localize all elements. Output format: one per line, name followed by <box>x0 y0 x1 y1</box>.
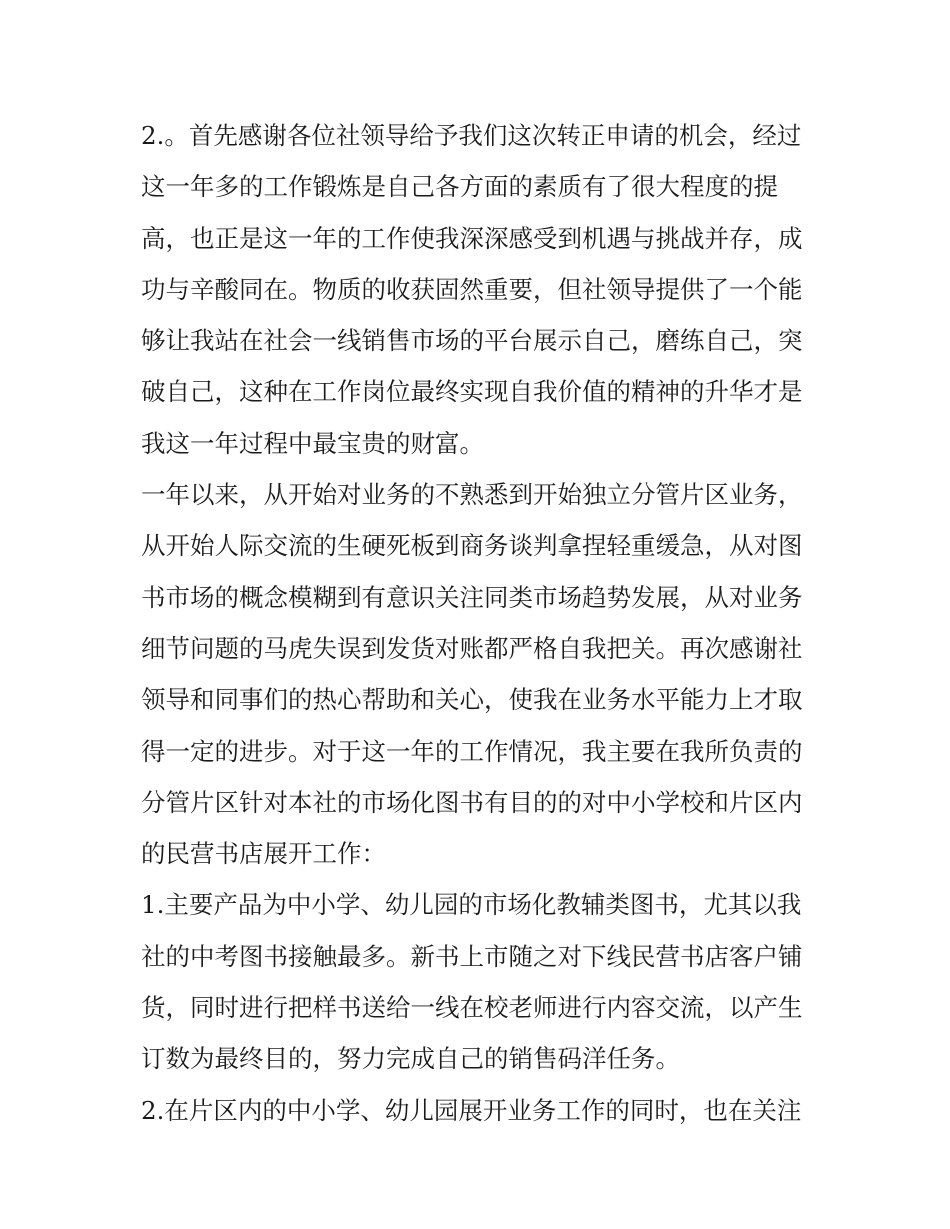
text-line: 货，同时进行把样书送给一线在校老师进行内容交流，以产生 <box>141 993 803 1023</box>
text-line: 一年以来，从开始对业务的不熟悉到开始独立分管片区业务， <box>141 480 803 510</box>
text-line: 从开始人际交流的生硬死板到商务谈判拿捏轻重缓急，从对图 <box>141 531 803 561</box>
text-line: 书市场的概念模糊到有意识关注同类市场趋势发展，从对业务 <box>141 582 803 612</box>
text-line: 2.。首先感谢各位社领导给予我们这次转正申请的机会，经过 <box>141 121 802 150</box>
text-line: 2.在片区内的中小学、幼儿园展开业务工作的同时，也在关注 <box>141 1095 802 1125</box>
text-line: 社的中考图书接触最多。新书上市随之对下线民营书店客户铺 <box>141 941 803 971</box>
text-line: 分管片区针对本社的市场化图书有目的的对中小学校和片区内 <box>141 787 803 817</box>
document-body <box>141 110 816 1136</box>
text-line: 功与辛酸同在。物质的收获固然重要，但社领导提供了一个能 <box>141 274 803 304</box>
text-line: 的民营书店展开工作： <box>141 839 386 869</box>
text-line: 订数为最终目的，努力完成自己的销售码洋任务。 <box>141 1044 680 1074</box>
text-line: 细节问题的马虎失误到发货对账都严格自我把关。再次感谢社 <box>141 633 803 663</box>
text-line: 我这一年过程中最宝贵的财富。 <box>141 428 484 458</box>
text-line: 得一定的进步。对于这一年的工作情况，我主要在我所负责的 <box>141 736 803 766</box>
text-line: 够让我站在社会一线销售市场的平台展示自己，磨练自己，突 <box>141 326 803 356</box>
text-line: 1.主要产品为中小学、幼儿园的市场化教辅类图书，尤其以我 <box>141 890 802 920</box>
text-line: 这一年多的工作锻炼是自己各方面的素质有了很大程度的提 <box>141 172 778 202</box>
text-line: 高，也正是这一年的工作使我深深感受到机遇与挑战并存，成 <box>141 223 803 253</box>
text-line: 领导和同事们的热心帮助和关心，使我在业务水平能力上才取 <box>141 685 803 715</box>
text-line: 破自己，这种在工作岗位最终实现自我价值的精神的升华才是 <box>141 377 803 407</box>
